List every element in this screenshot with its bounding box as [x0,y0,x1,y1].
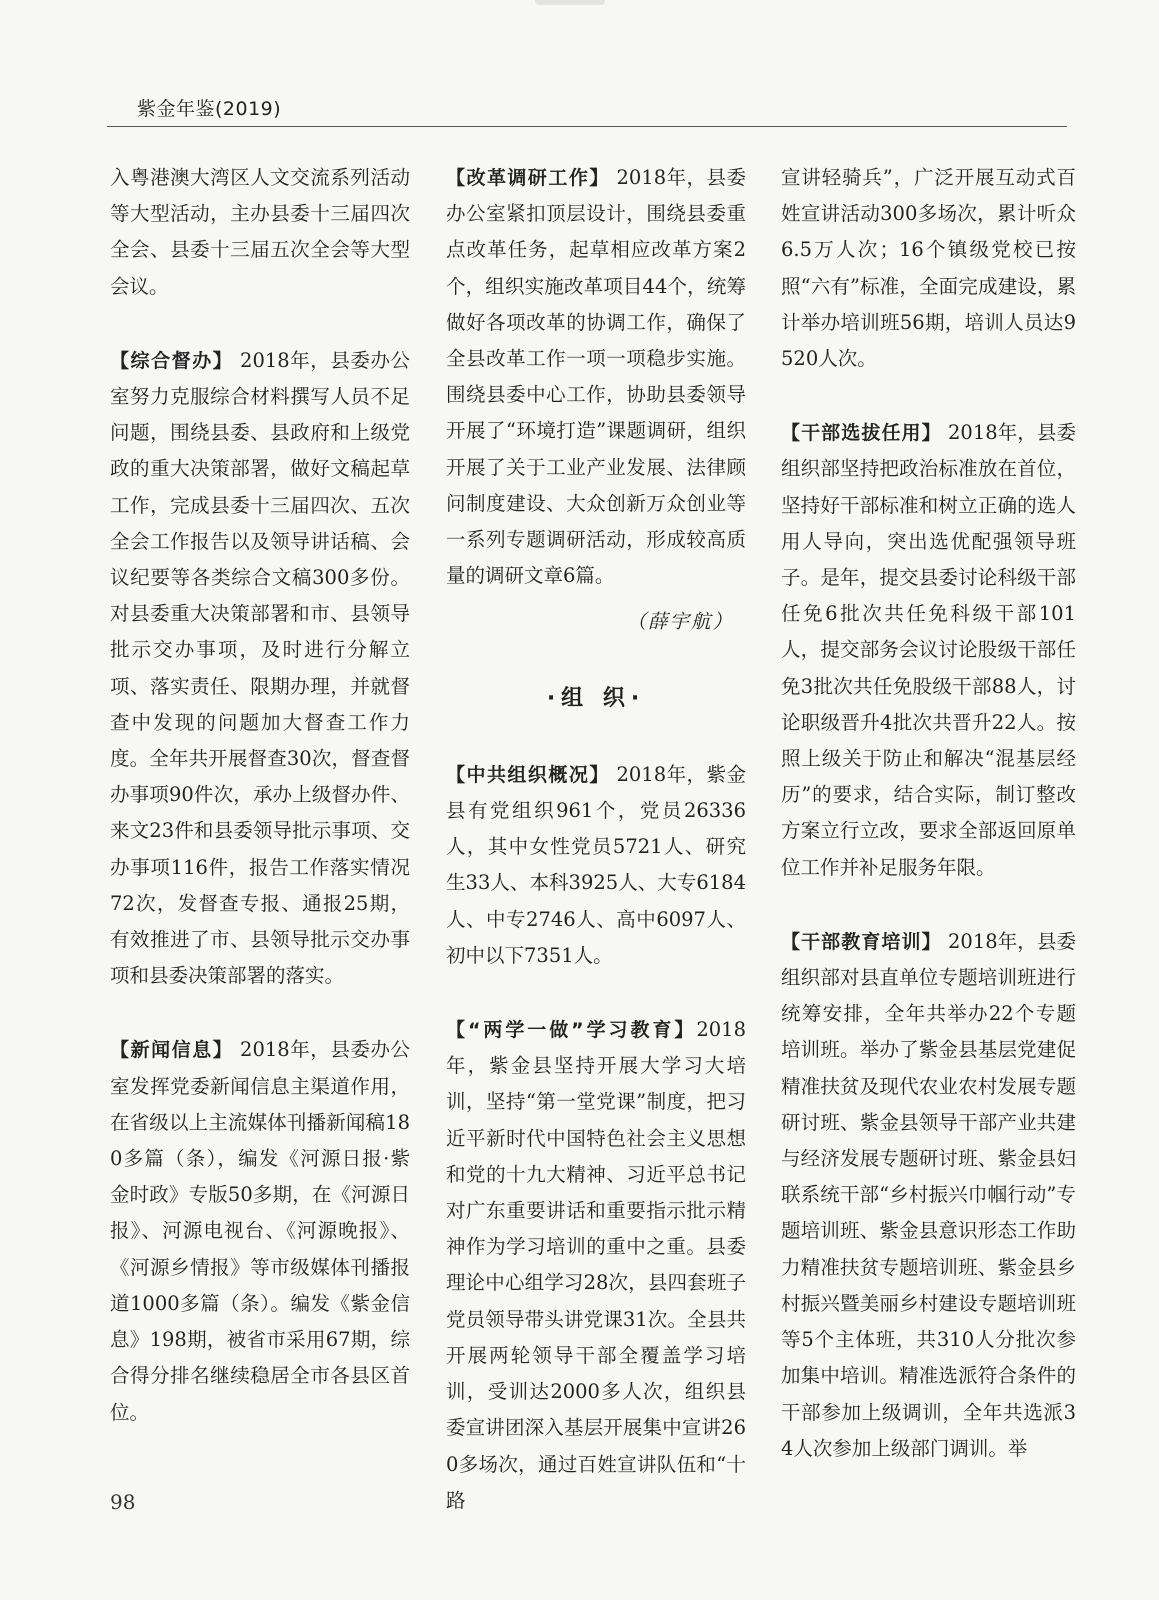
paragraph-party-organization-overview [446,757,746,974]
section-title: ·组 织· [546,685,646,711]
paragraph-body: 2018年，紫金县坚持开展大学习大培训，坚持“第一堂党课”制度，把习近平新时代中国特色社会主义思想和党的十九大精神、习近平总书记对广东重要讲话和重要指示批示精神作为学习培训的重中之重。县委理论中心组学习28次，县四套班子党员领导带头讲党课31次。全县共开展两轮领导干部全覆盖学习培训，受训达2000多人次，组织县委宣讲团深入基层开展集中宣讲260多场次，通过百姓宣讲队伍和“十路 [446,1018,746,1512]
paragraph-body: 2018年，县委组织部对县直单位专题培训班进行统筹安排，全年共举办22个专题培训班。举办了紫金县基层党建促精准扶贫及现代农业农村发展专题研讨班、紫金县领导干部产业共建与经济发展专题研讨班、紫金县妇联系统干部“乡村振兴巾帼行动”专题培训班、紫金县意识形态工作助力精准扶贫专题培训班、紫金县乡村振兴暨美丽乡村建设专题培训班等5个主体班，共310人分批次参加集中培训。精准选派符合条件的干部参加上级调训，全年共选派34人次参加上级部门调训。举 [781,929,1076,1460]
paragraph-cadre-selection [781,415,1076,886]
section-heading: 【改革调研工作】 [446,167,610,189]
text-column-1 [110,160,410,1431]
section-heading: 【“两学一做”学习教育】 [446,1019,697,1042]
paragraph-two-studies-one-action [446,1012,746,1519]
section-heading: 【新闻信息】 [110,1039,234,1062]
yearbook-title: 紫金年鉴(2019) [137,98,282,120]
scan-top-mark [535,0,605,5]
section-heading: 【干部选拔任用】 [781,422,942,445]
paragraph: 宣讲轻骑兵”，广泛开展互动式百姓宣讲活动300多场次，累计听众6.5万人次；16个镇级党校已按照“六有”标准，全面完成建设，累计举办培训班56期，培训人员达9520人次。 [781,166,1076,371]
text-column-2 [446,160,746,1519]
author-byline: （薛宇航） [626,610,734,634]
paragraph-body: 2018年，紫金县有党组织961个，党员26336人，其中女性党员5721人、研究生33人、本科3925人、大专6184人、中专2746人、高中6097人、初中以下7351人。 [446,762,746,967]
paragraph: 入粤港澳大湾区人文交流系列活动等大型活动，主办县委十三届四次全会、县委十三届五次全会等大型会议。 [110,166,410,298]
page-number: 98 [110,1490,136,1514]
section-heading: 【干部教育培训】 [781,930,942,953]
paragraph-body: 2018年，县委办公室发挥党委新闻信息主渠道作用，在省级以上主流媒体刊播新闻稿180多篇（条），编发《河源日报·紫金时政》专版50多期，在《河源日报》、河源电视台、《河源晚报》、《河源乡情报》等市级媒体刊播报道1000多篇（条）。编发《紫金信息》198期，被省市采用67期，综合得分排名继续稳居全市各县区首位。 [110,1038,410,1424]
paragraph-body: 2018年，县委组织部坚持把政治标准放在首位，坚持好干部标准和树立正确的选人用人导向，突出选优配强领导班子。是年，提交县委讨论科级干部任免6批次共任免科级干部101人，提交部务会议讨论股级干部任免3批次共任免股级干部88人，讨论职级晋升4批次共晋升22人。按照上级关于防止和解决“混基层经历”的要求，结合实际，制订整改方案立行立改，要求全部返回原单位工作并补足服务年限。 [781,421,1076,879]
running-header [107,92,1067,127]
section-heading: 【中共组织概况】 [446,763,610,786]
paragraph-body: 2018年，县委办公室紧扣顶层设计，围绕县委重点改革任务，起草相应改革方案2个，组织实施改革项目44个，统筹做好各项改革的协调工作，确保了全县改革工作一项一项稳步实施。围绕县委中心工作，协助县委领导开展了“环境打造”课题调研，组织开展了关于工业产业发展、法律顾问制度建设、大众创新万众创业等一系列专题调研活动，形成较高质量的调研文章6篇。 [446,166,746,588]
paragraph-body: 2018年，县委办公室努力克服综合材料撰写人员不足问题，围绕县委、县政府和上级党政的重大决策部署，做好文稿起草工作，完成县委十三届四次、五次全会工作报告以及领导讲话稿、会议纪要等各类综合文稿300多份。对县委重大决策部署和市、县领导批示交办事项，及时进行分解立项、落实责任、限期办理，并就督查中发现的问题加大督查工作力度。全年共开展督查30次，督查督办事项90件次，承办上级督办件、来文23件和县委领导批示事项、交办事项116件，报告工作落实情况72次，发督查专报、通报25期，有效推进了市、县领导批示交办事项和县委决策部署的落实。 [110,348,410,988]
paragraph-comprehensive-supervision [110,343,410,995]
paragraph-reform-research [446,160,746,594]
paragraph-cadre-training [781,924,1076,1467]
section-heading: 【综合督办】 [110,349,234,372]
paragraph-news-information [110,1032,410,1430]
text-column-3 [781,160,1076,1467]
